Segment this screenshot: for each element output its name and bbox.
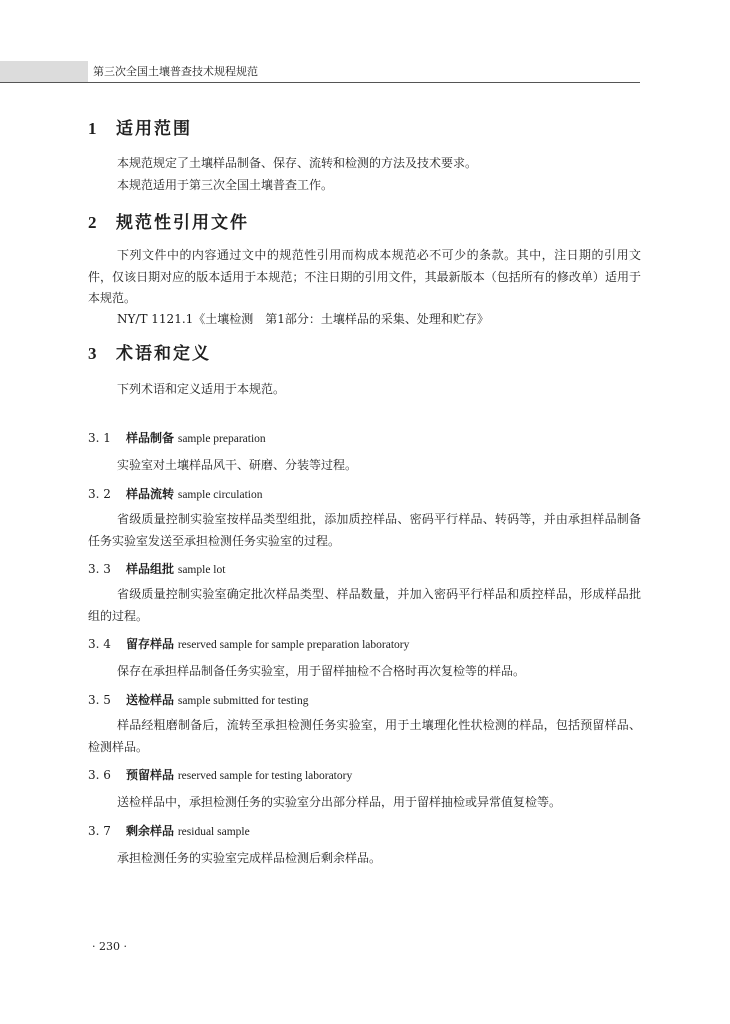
- section-title: 适用范围: [116, 119, 192, 139]
- term-definition: 省级质量控制实验室按样品类型组批，添加质控样品、密码平行样品、转码等，并由承担样品制备任务实验室发送至承担检测任务实验室的过程。: [88, 512, 641, 548]
- term-heading: [88, 823, 250, 840]
- paragraph-line: 本规范规定了土壤样品制备、保存、流转和检测的方法及技术要求。: [117, 156, 478, 170]
- term-definition: 省级质量控制实验室确定批次样品类型、样品数量，并加入密码平行样品和质控样品，形成样品批组的过程。: [88, 587, 641, 623]
- term-english: sample lot: [177, 564, 226, 576]
- term-heading: [88, 561, 225, 578]
- reference-line: NY/T 1121.1《土壤检测 第1部分：土壤样品的采集、处理和贮存》: [117, 312, 489, 326]
- term-number: 3. 2: [88, 487, 111, 501]
- term-definition: 送检样品中，承担检测任务的实验室分出部分样品，用于留样抽检或异常值复检等。: [117, 795, 562, 809]
- term-number: 3. 1: [88, 431, 111, 445]
- term-heading: [88, 636, 409, 653]
- term-heading: [88, 692, 308, 709]
- term-number: 3. 3: [88, 562, 111, 576]
- section-number: 1: [88, 119, 97, 138]
- section-title: 规范性引用文件: [116, 213, 249, 233]
- term-number: 3. 4: [88, 637, 111, 651]
- term-name: 送检样品: [126, 693, 175, 707]
- running-header: 第三次全国土壤普查技术规程规范: [93, 65, 258, 78]
- term-english: sample submitted for testing: [177, 695, 309, 707]
- term-name: 样品组批: [126, 562, 175, 576]
- term-heading: [88, 767, 352, 784]
- term-definition: 承担检测任务的实验室完成样品检测后剩余样品。: [117, 851, 382, 865]
- term-name: 样品流转: [126, 487, 175, 501]
- term-definition: 实验室对土壤样品风干、研磨、分装等过程。: [117, 458, 358, 472]
- term-name: 留存样品: [126, 637, 175, 651]
- term-heading: [88, 430, 266, 447]
- term-name: 剩余样品: [126, 824, 175, 838]
- section-2-heading: [88, 213, 249, 233]
- term-english: sample circulation: [177, 489, 263, 501]
- term-number: 3. 6: [88, 768, 111, 782]
- paragraph-line: 本规范适用于第三次全国土壤普查工作。: [117, 178, 334, 192]
- term-name: 样品制备: [126, 431, 175, 445]
- page-number: · 230 ·: [92, 940, 127, 953]
- term-definition: 样品经粗磨制备后，流转至承担检测任务实验室，用于土壤理化性状检测的样品，包括预留样品、检测样品。: [88, 718, 641, 754]
- section-1-heading: [88, 119, 192, 139]
- term-number: 3. 5: [88, 693, 111, 707]
- term-definition: 保存在承担样品制备任务实验室，用于留样抽检不合格时再次复检等的样品。: [117, 664, 526, 678]
- term-english: reserved sample for sample preparation laboratory: [177, 639, 410, 651]
- paragraph: 下列文件中的内容通过文中的规范性引用而构成本规范必不可少的条款。其中，注日期的引用文件，仅该日期对应的版本适用于本规范；不注日期的引用文件，其最新版本（包括所有的修改单）适用于本规范。: [88, 248, 641, 305]
- header-rule: [0, 82, 640, 83]
- term-english: sample preparation: [177, 433, 266, 445]
- section-title: 术语和定义: [116, 344, 211, 364]
- term-number: 3. 7: [88, 824, 111, 838]
- section-number: 3: [88, 344, 97, 363]
- paragraph-line: 下列术语和定义适用于本规范。: [117, 382, 286, 396]
- header-shade: [0, 61, 88, 82]
- term-heading: [88, 486, 262, 503]
- section-3-heading: [88, 344, 211, 364]
- term-name: 预留样品: [126, 768, 175, 782]
- term-english: reserved sample for testing laboratory: [177, 770, 353, 782]
- term-english: residual sample: [177, 826, 250, 838]
- section-number: 2: [88, 213, 97, 232]
